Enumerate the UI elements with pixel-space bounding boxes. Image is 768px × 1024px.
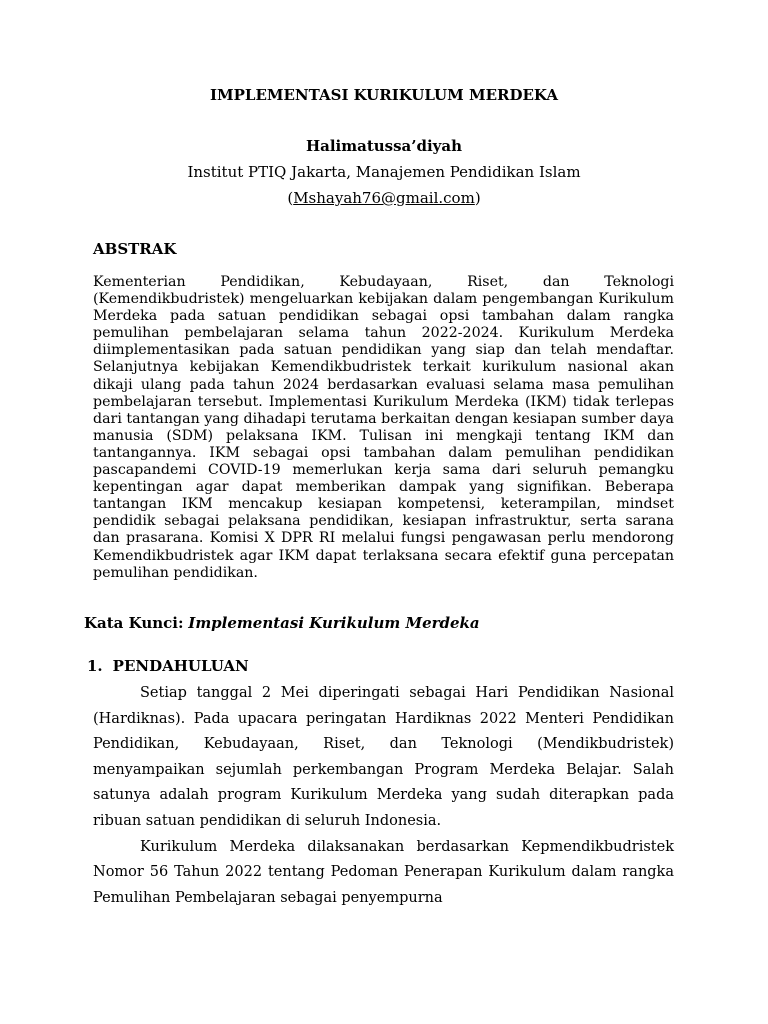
keywords-line — [84, 614, 480, 632]
author-name: Halimatussa’diyah — [305, 137, 463, 155]
email-link[interactable]: Mshayah76@gmail.com — [293, 189, 475, 207]
email-line — [0, 189, 768, 207]
section-number: 1. — [87, 657, 103, 675]
email-open-paren: ( — [287, 189, 294, 207]
body-paragraph: Kurikulum Merdeka dilaksanakan berdasarkan Kepmendikbudristek Nomor 56 Tahun 2022 tentang Pedoman Penerapan Kurikulum dalam rangka Pemulihan Pembelajaran sebagai penyempurna — [93, 838, 674, 906]
section-title: PENDAHULUAN — [112, 657, 249, 675]
abstract-heading: ABSTRAK — [93, 240, 177, 258]
section-heading — [87, 657, 249, 675]
body-paragraph: Setiap tanggal 2 Mei diperingati sebagai Hari Pendidikan Nasional (Hardiknas). Pada upacara peringatan Hardiknas 2022 Menteri Pendidikan Pendidikan, Kebudayaan, Riset, dan Teknologi (Mendikbudristek) menyampaikan sejumlah perkembangan Program Merdeka Belajar. Salah satunya adalah program Kurikulum Merdeka yang sudah diterapkan pada ribuan satuan pendidikan di seluruh Indonesia. — [93, 685, 674, 829]
section-body — [93, 681, 674, 911]
keywords-value: Implementasi Kurikulum Merdeka — [188, 614, 480, 632]
document-title: IMPLEMENTASI KURIKULUM MERDEKA — [210, 86, 558, 104]
author-affiliation: Institut PTIQ Jakarta, Manajemen Pendidikan Islam — [187, 163, 581, 181]
abstract-text: Kementerian Pendidikan, Kebudayaan, Riset, dan Teknologi (Kemendikbudristek) mengeluarkan kebijakan dalam pengembangan Kurikulum Merdeka pada satuan pendidikan sebagai opsi tambahan dalam rangka pemulihan pembelajaran selama tahun 2022-2024. Kurikulum Merdeka diimplementasikan pada satuan pendidikan yang siap dan telah mendaftar. Selanjutnya kebijakan Kemendikbudristek terkait kurikulum nasional akan dikaji ulang pada tahun 2024 berdasarkan evaluasi selama masa pemulihan pembelajaran tersebut. Implementasi Kurikulum Merdeka (IKM) tidak terlepas dari tantangan yang dihadapi terutama berkaitan dengan kesiapan sumber daya manusia (SDM) pelaksana IKM. Tulisan ini mengkaji tentang IKM dan tantangannya. IKM sebagai opsi tambahan dalam pemulihan pendidikan pascapandemi COVID-19 memerlukan kerja sama dari seluruh pemangku kepentingan agar dapat memberikan dampak yang signifikan. Beberapa tantangan IKM mencakup kesiapan kompetensi, keterampilan, mindset pendidik sebagai pelaksana pendidikan, kesiapan infrastruktur, serta sarana dan prasarana. Komisi X DPR RI melalui fungsi pengawasan perlu mendorong Kemendikbudristek agar IKM dapat terlaksana secara efektif guna percepatan pemulihan pendidikan. — [93, 274, 674, 581]
email-close-paren: ) — [474, 189, 481, 207]
keywords-label: Kata Kunci: — [84, 614, 184, 632]
